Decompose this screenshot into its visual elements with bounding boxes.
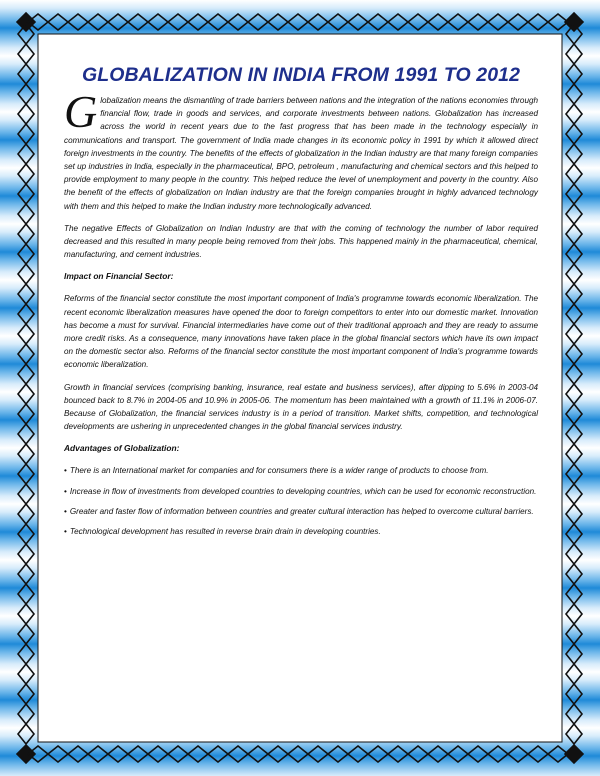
border-diamond [566,584,582,604]
border-diamond [448,746,468,762]
border-diamond [18,84,34,104]
border-diamond [566,204,582,224]
border-diamond [18,224,34,244]
border-diamond [566,144,582,164]
border-diamond [348,14,368,30]
list-item [64,505,538,518]
border-diamond [18,204,34,224]
border-diamond [408,14,428,30]
border-diamond [18,324,34,344]
border-diamond [566,184,582,204]
border-diamond [328,14,348,30]
border-diamond [18,64,34,84]
border-diamond [488,746,508,762]
border-diamond [566,364,582,384]
border-diamond [108,746,128,762]
border-diamond [428,14,448,30]
border-diamond [168,746,188,762]
list-item [64,464,538,477]
border-diamond [108,14,128,30]
bullet-icon: • [64,527,67,537]
border-diamond [18,404,34,424]
border-diamond [328,746,348,762]
border-diamond [566,384,582,404]
border-diamond [508,14,528,30]
border-diamond [508,746,528,762]
border-diamond [18,344,34,364]
negative-effects-paragraph: The negative Effects of Globalization on Indian Industry are that with the coming of technology the number of labor required decreased and this resulted in many people being removed from their jobs. This happened mainly in the pharmaceutical, chemical, manufacturing, and cement industries. [64,223,538,260]
list-item [64,485,538,498]
border-diamond [18,184,34,204]
border-diamond [228,14,248,30]
border-diamond [18,444,34,464]
border-diamond [248,14,268,30]
border-diamond [268,14,288,30]
financial-paragraph-1: Reforms of the financial sector constitute the most important component of India's programme towards economic liberalization. The recent economic liberalization measures have opened the door to foreign competitors to enter into our domestic market. Innovation has become a must for survival. Financial intermediaries have come out of their traditional approach and they are ready to assume more credit risks. As a consequence, many innovations have taken place in the global financial sectors which have its own impact on the domestic sector also. Reforms of the financial sector constitute the most important component of India's programme towards economic liberalization. [64,294,538,370]
border-diamond [18,584,34,604]
border-diamond [288,746,308,762]
border-diamond [566,524,582,544]
border-diamond [18,624,34,644]
border-diamond [566,684,582,704]
list-item-text: There is an International market for companies and for consumers there is a wider range of products to choose from. [69,466,489,476]
border-diamond [528,14,548,30]
bullet-icon: • [64,506,67,516]
border-diamond [18,484,34,504]
border-diamond [566,244,582,264]
border-diamond [448,14,468,30]
border-diamond [18,164,34,184]
border-diamond [408,746,428,762]
border-diamond [308,14,328,30]
border-diamond [566,224,582,244]
border-diamond [168,14,188,30]
border-diamond [566,124,582,144]
border-diamond [566,644,582,664]
border-diamond [17,13,35,31]
border-diamond [18,544,34,564]
border-diamond [288,14,308,30]
border-diamond [88,746,108,762]
border-diamond [566,544,582,564]
border-diamond [148,14,168,30]
border-diamond [128,14,148,30]
border-diamond [428,746,448,762]
document-page [64,62,538,712]
border-diamond [18,424,34,444]
border-diamond [566,84,582,104]
border-diamond [566,324,582,344]
border-diamond [18,504,34,524]
list-item-text: Technological development has resulted in reverse brain drain in developing countries. [69,527,381,537]
border-diamond [18,524,34,544]
border-diamond [18,384,34,404]
border-diamond [18,364,34,384]
list-item-text: Increase in flow of investments from developed countries to developing countries, which can be used for economic reconstruction. [69,486,537,496]
border-diamond [18,44,34,64]
border-diamond [18,104,34,124]
border-diamond [566,704,582,724]
intro-text: lobalization means the dismantling of trade barriers between nations and the integration of the nations economies through financial flow, trade in goods and services, and corporate investments between nations. Globalization has increased across the world in recent years due to the fast progress that has been made in the technology especially in communications and transport. The government of India made changes in its economic policy in 1991 by which it allowed direct foreign investments in the country. The benefits of the effects of globalization in the Indian industry are that many foreign companies set up industries in India, especially in the pharmaceutical, BPO, petroleum , manufacturing and chemical sectors and this helped to provide employment to many people in the country. This helped reduce the level of unemployment and poverty in the country. Also the benefit of the effects of globalization on Indian industry are that the foreign companies brought in highly advanced technology with them and this helped to make the Indian industry more technologically advanced. [64,96,538,211]
border-diamond [468,14,488,30]
border-diamond [18,304,34,324]
border-diamond [68,746,88,762]
financial-sector-heading: Impact on Financial Sector: [64,271,174,282]
border-diamond [368,14,388,30]
border-diamond [566,504,582,524]
border-diamond [208,14,228,30]
border-diamond [566,424,582,444]
border-diamond [228,746,248,762]
border-diamond [528,746,548,762]
border-diamond [18,564,34,584]
border-diamond [388,14,408,30]
border-diamond [348,746,368,762]
border-diamond [88,14,108,30]
border-diamond [18,704,34,724]
border-diamond [18,264,34,284]
border-diamond [488,14,508,30]
border-diamond [188,746,208,762]
border-diamond [18,664,34,684]
border-diamond [368,746,388,762]
border-diamond [18,124,34,144]
border-diamond [18,604,34,624]
financial-paragraph-2: Growth in financial services (comprising banking, insurance, real estate and business services), after dipping to 5.6% in 2003-04 bounced back to 8.7% in 2004-05 and 10.9% in 2005-06. The momentum has been maintained with a growth of 11.1% in 2006-07. Because of Globalization, the financial services industry is in a period of transition. Market shifts, competition, and technological developments are ushering in unprecedented changes in the global financial services industry. [64,382,538,432]
border-diamond [566,304,582,324]
border-diamond [566,564,582,584]
border-diamond [18,464,34,484]
border-diamond [468,746,488,762]
list-item [64,525,538,538]
border-diamond [148,746,168,762]
border-diamond [308,746,328,762]
border-diamond [18,244,34,264]
border-diamond [566,284,582,304]
border-diamond [388,746,408,762]
bullet-icon: • [64,466,67,476]
border-diamond [566,624,582,644]
bullet-icon: • [64,486,67,496]
border-diamond [18,144,34,164]
intro-paragraph [64,86,538,213]
border-diamond [18,684,34,704]
border-diamond [566,404,582,424]
border-diamond [566,664,582,684]
border-diamond [48,746,68,762]
border-diamond [566,44,582,64]
border-diamond [208,746,228,762]
border-diamond [566,444,582,464]
border-diamond [268,746,288,762]
border-diamond [248,746,268,762]
border-diamond [48,14,68,30]
border-diamond [566,464,582,484]
border-diamond [566,264,582,284]
border-diamond [566,604,582,624]
border-diamond [566,104,582,124]
border-diamond [18,644,34,664]
border-diamond [68,14,88,30]
border-diamond [566,484,582,504]
border-diamond [128,746,148,762]
border-diamond [18,284,34,304]
list-item-text: Greater and faster flow of information between countries and greater cultural interaction has helped to overcome cultural barriers. [69,506,534,516]
page-title: GLOBALIZATION IN INDIA FROM 1991 TO 2012 [81,64,521,86]
border-diamond [566,724,582,744]
border-diamond [17,745,35,763]
drop-cap: G [64,86,98,137]
border-diamond [18,724,34,744]
border-diamond [566,164,582,184]
advantages-heading: Advantages of Globalization: [64,443,180,454]
border-diamond [566,344,582,364]
border-diamond [188,14,208,30]
border-diamond [566,64,582,84]
